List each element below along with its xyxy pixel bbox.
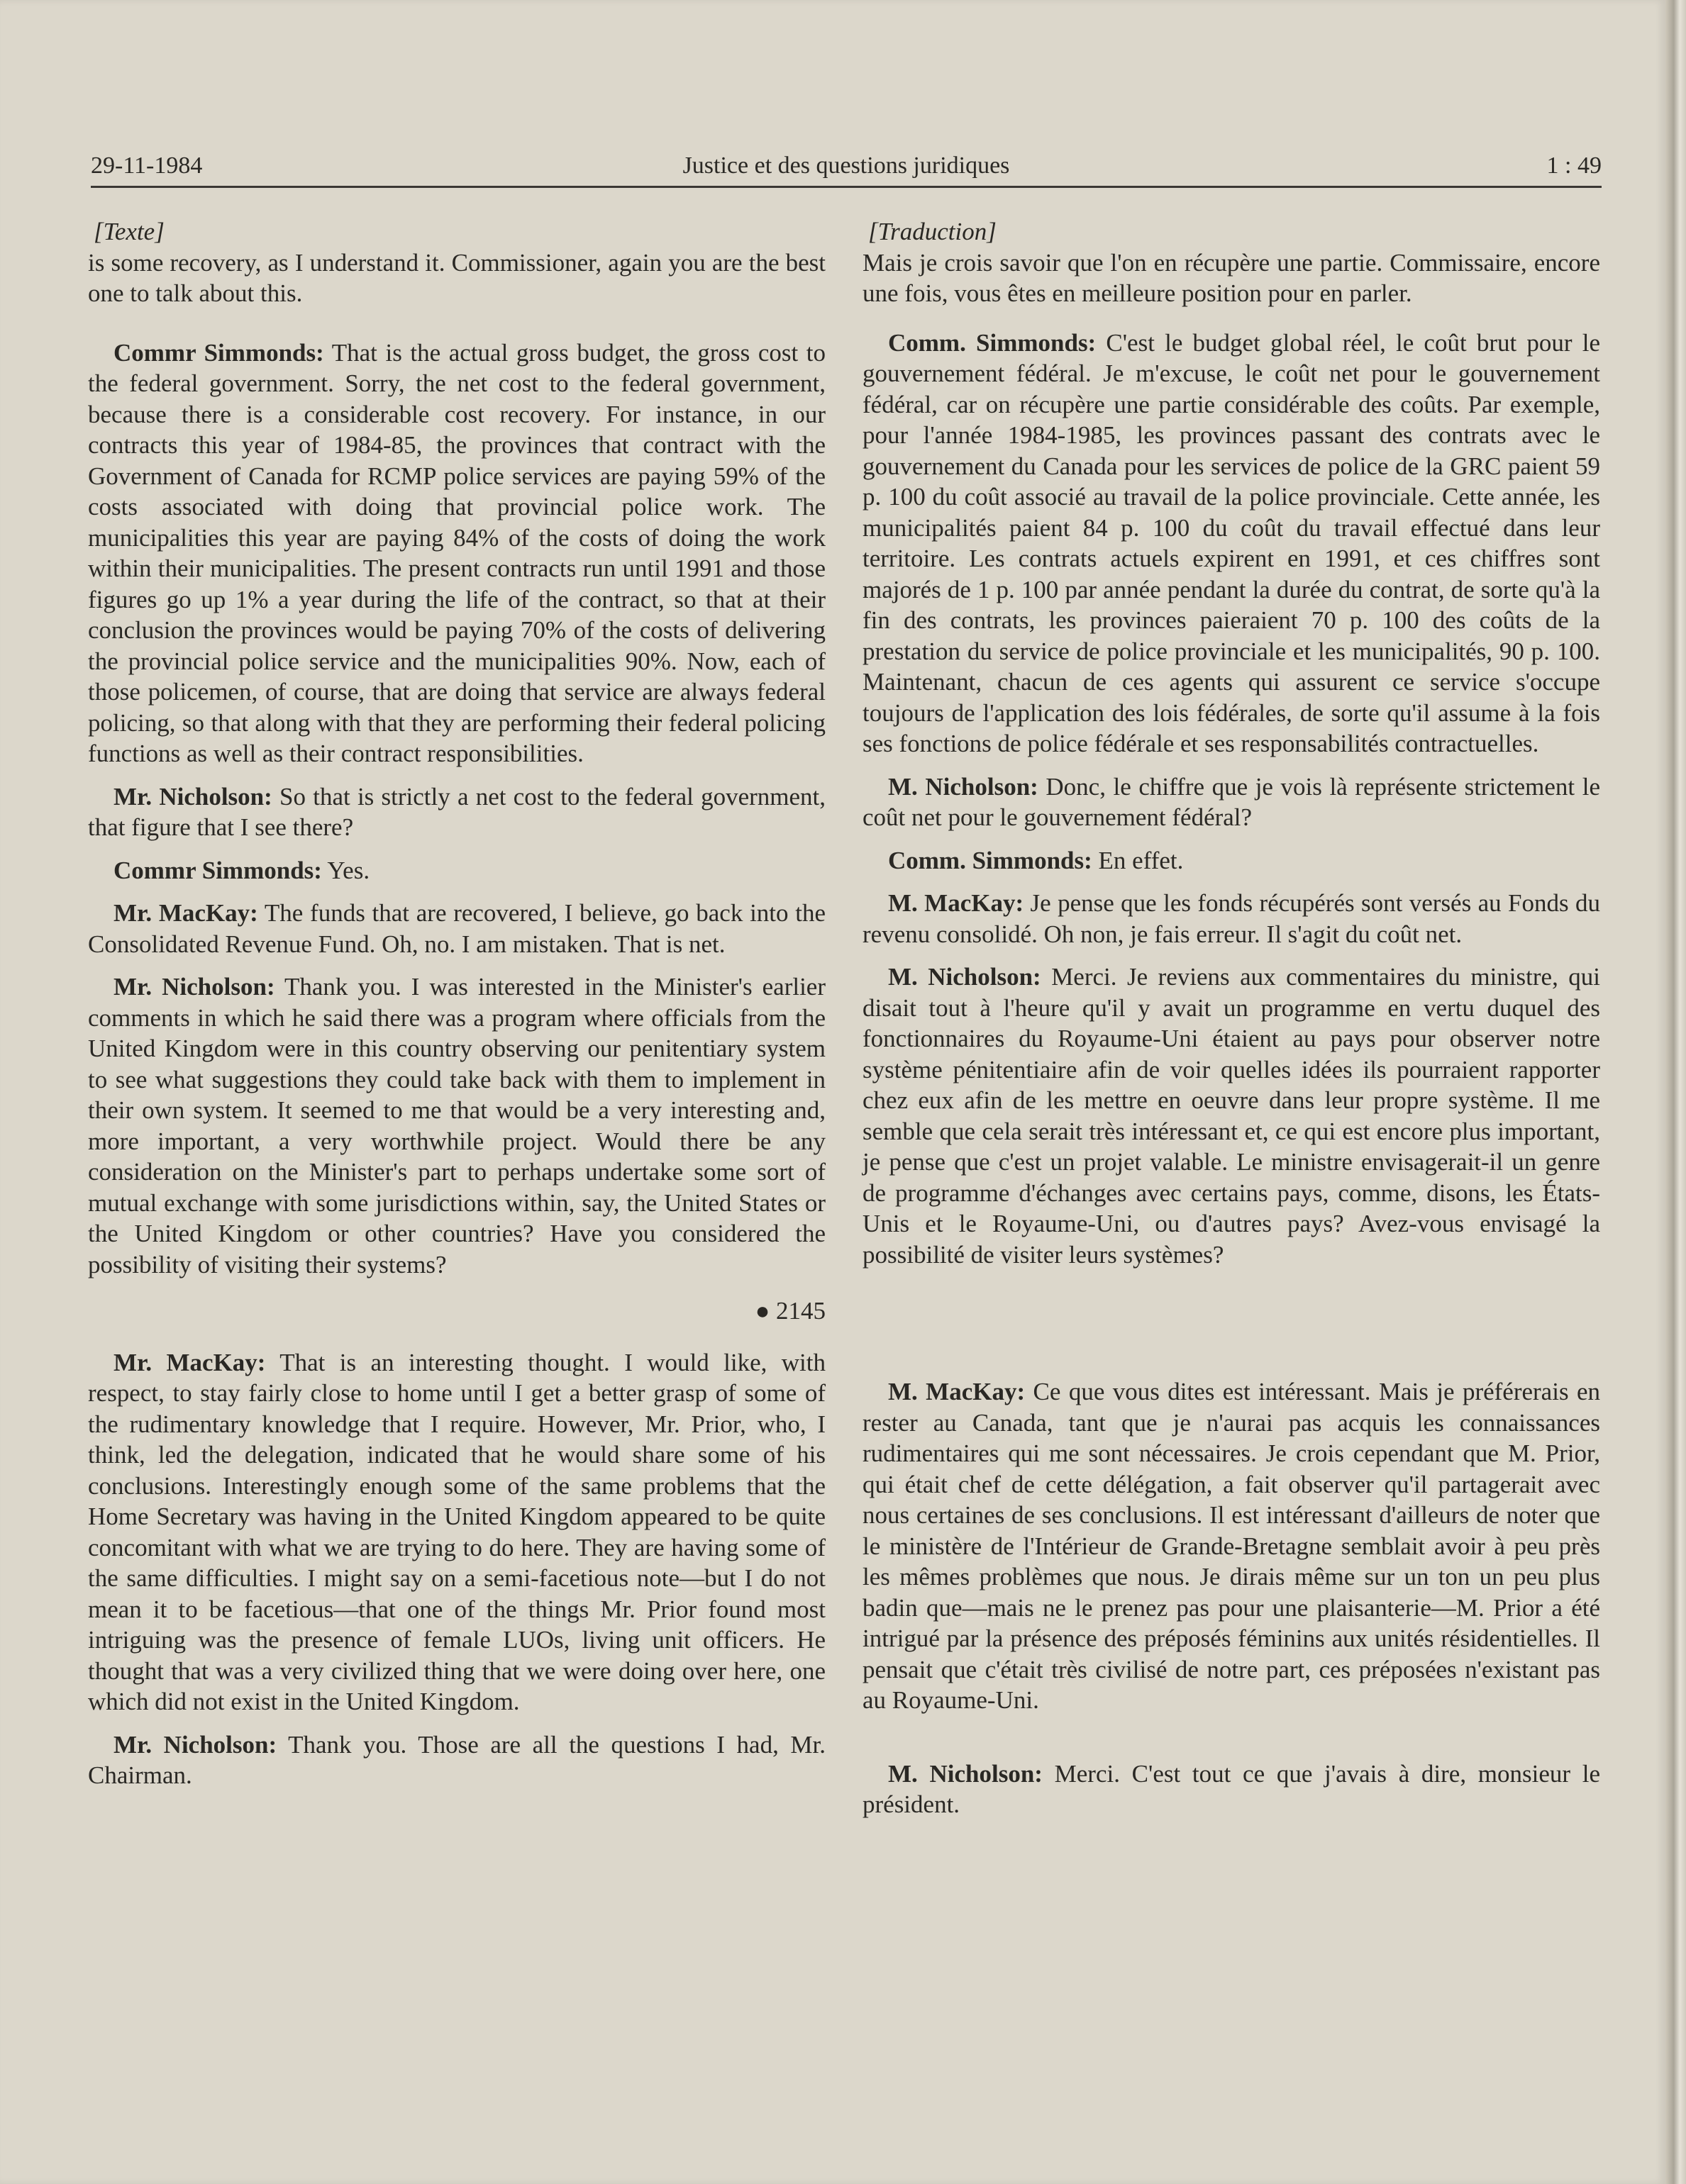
speech-text: That is an interesting thought. I would like, with respect, to stay fairly close to home until I get a better grasp of some of the rudimentary knowledge that I require. However, Mr. Prior, who, I think, led the delegation, indicated that he would share some of his conclusions. Interestingly enough some of the same problems that the Home Secretary was having in the United Kingdom appeared to be quite concomitant with what we are trying to do here. They are having some of the same difficulties. I might say on a semi-facetious note—but I do not mean it to be facetious—that one of the things Mr. Prior found most intriguing was the presence of female LUOs, living unit officers. He thought that was a very civilized thing that we were doing over here, one which did not exist in the United Kingdom. (88, 1348, 826, 1715)
speaker-name: Mr. MacKay: (113, 1348, 266, 1376)
speech-paragraph (88, 971, 826, 1280)
time-marker (88, 1296, 826, 1327)
speaker-name: M. Nicholson: (888, 963, 1041, 991)
speaker-name: Mr. Nicholson: (113, 782, 272, 810)
speech-paragraph (88, 781, 826, 843)
speech-text: The funds that are recovered, I believe, go back into the Consolidated Revenue Fund. Oh, no. I am mistaken. That is net. (88, 899, 826, 958)
speech-paragraph (88, 898, 826, 959)
speech-paragraph (863, 1376, 1600, 1716)
speaker-name: Commr Simmonds: (113, 856, 322, 884)
speech-paragraph (863, 1759, 1600, 1820)
speech-text: Merci. C'est tout ce que j'avais à dire, monsieur le président. (863, 1759, 1601, 1818)
speech-text: En effet. (1098, 846, 1184, 874)
speaker-name: M. MacKay: (888, 1378, 1026, 1405)
header-title: Justice et des questions juridiques (682, 152, 1010, 179)
speech-text: That is the actual gross budget, the gross cost to the federal government. Sorry, the net cost to the federal government, because there is a considerable cost recovery. For instance, in our contracts this year of 1984-85, the provinces that contract with the Government of Canada for RCMP police services are paying 59% of the costs associated with doing that provincial police work. The municipalities this year are paying 84% of the costs of doing the work within their municipalities. The present contracts run until 1991 and those figures go up 1% a year during the life of the contract, so that at their conclusion the provinces would be paying 70% of the costs of delivering the provincial police service and the municipalities 90%. Now, each of those policemen, of course, that are doing that service are always federal policing, so that along with that they are performing their federal policing functions as well as their contract responsibilities. (88, 338, 826, 767)
speech-paragraph (88, 338, 826, 769)
speech-text: Je pense que les fonds récupérés sont versés au Fonds du revenu consolidé. Oh non, je fais erreur. Il s'agit du coût net. (863, 889, 1601, 948)
speaker-name: Commr Simmonds: (113, 338, 324, 367)
page-edge (1665, 0, 1686, 2184)
header-page-number: 1 : 49 (1546, 152, 1602, 179)
header-rule (91, 186, 1602, 188)
speech-paragraph (863, 888, 1600, 949)
column-label: [Traduction] (868, 218, 997, 245)
speech-text: Thank you. I was interested in the Minister's earlier comments in which he said there was a program where officials from the United Kingdom were in this country observing our penitentiary system to see what suggestions they could take back with them to implement in their own system. It seemed to me that would be a very interesting and, more important, a very worthwhile project. Would there be any consideration on the Minister's part to perhaps undertake some sort of mutual exchange with some jurisdictions within, say, the United States or the United Kingdom or other countries? Have you considered the possibility of visiting their systems? (88, 973, 826, 1278)
speech-paragraph (863, 962, 1600, 1270)
speech-text: Donc, le chiffre que je vois là représente strictement le coût net pour le gouvernement fédéral? (863, 772, 1600, 831)
column-label: [Texte] (94, 218, 165, 245)
time-marker-value: 2145 (776, 1297, 826, 1325)
speech-text: Thank you. Those are all the questions I had, Mr. Chairman. (88, 1730, 826, 1789)
speech-text: Yes. (327, 856, 370, 884)
speaker-name: M. MacKay: (888, 889, 1024, 917)
speech-paragraph (863, 328, 1600, 759)
speech-paragraph (863, 771, 1600, 833)
english-column (88, 216, 826, 1803)
speaker-name: Mr. MacKay: (113, 899, 258, 927)
speaker-name: M. Nicholson: (888, 1759, 1043, 1788)
opening-paragraph: is some recovery, as I understand it. Commissioner, again you are the best one to talk about this. (88, 248, 826, 307)
speech-text: Merci. Je reviens aux commentaires du ministre, qui disait tout à l'heure qu'il y avait un programme en vertu duquel des fonctionnaires du Royaume-Uni étaient au pays pour observer notre système pénitentiaire afin de voir quelles idées ils pourraient rapporter chez eux afin de les mettre en oeuvre dans leur propre système. Il me semble que cela serait très intéressant et, ce qui est encore plus important, je pense que c'est un projet valable. Le ministre envisagerait-il un genre de programme d'échanges avec certains pays, comme, disons, les États-Unis et le Royaume-Uni, ou d'autres pays? Avez-vous envisagé la possibilité de visiter leurs systèmes? (863, 963, 1601, 1269)
speaker-name: Mr. Nicholson: (113, 1730, 277, 1759)
speaker-name: Comm. Simmonds: (888, 328, 1097, 357)
speech-paragraph (863, 845, 1600, 876)
speaker-name: M. Nicholson: (888, 772, 1038, 801)
opening-paragraph: Mais je crois savoir que l'on en récupère une partie. Commissaire, encore une fois, vous êtes en meilleure position pour en parler. (863, 248, 1600, 307)
speaker-name: Comm. Simmonds: (888, 846, 1092, 874)
header-date: 29-11-1984 (91, 152, 203, 179)
speech-paragraph (88, 855, 826, 886)
speech-text: So that is strictly a net cost to the federal government, that figure that I see there? (88, 782, 826, 841)
speech-paragraph (88, 1347, 826, 1717)
speaker-name: Mr. Nicholson: (113, 973, 275, 1001)
speech-text: C'est le budget global réel, le coût brut pour le gouvernement fédéral. Je m'excuse, le coût net pour le gouvernement fédéral, car on récupère une partie considérable des coûts. Par exemple, pour l'année 1984-1985, les provinces passant des contrats avec le gouvernement du Canada pour les services de police de la GRC paient 59 p. 100 du coût associé au travail de la police provinciale. Cette année, les municipalités paient 84 p. 100 du coût du travail effectué dans leur territoire. Les contrats actuels expirent en 1991, et ces chiffres sont majorés de 1 p. 100 par année pendant la durée du contrat, de sorte qu'à la fin des contrats, les provinces paieraient 70 p. 100 des coûts de la prestation du service de police provinciale et les municipalités, 90 p. 100. Maintenant, chacun de ces agents qui assurent ce service s'occupe toujours de l'application des lois fédérales, de sorte qu'il assume à la fois ses fonctions de police fédérale et ses responsabilités contractuelles. (863, 328, 1601, 757)
speech-paragraph (88, 1729, 826, 1791)
speech-text: Ce que vous dites est intéressant. Mais je préférerais en rester au Canada, tant que je n'aurai pas acquis les connaissances rudimentaires qui me sont nécessaires. Je crois cependant que M. Prior, qui était chef de cette délégation, a fait observer qu'il partagerait avec nous certaines de ses conclusions. Il est intéressant d'ailleurs de noter que le ministère de l'Intérieur de Grande-Bretagne semblait avoir à peu près les mêmes problèmes que nous. Je dirais même sur un ton un peu plus badin que—mais ne le prenez pas pour une plaisanterie—M. Prior a été intrigué par la présence des préposés féminins aux unités résidentielles. Il pensait que c'était très civilisé de notre part, ces préposées n'existant pas au Royaume-Uni. (863, 1378, 1601, 1714)
bullet-icon: ● (755, 1298, 770, 1325)
french-column (863, 216, 1600, 1832)
page-header (91, 150, 1602, 186)
